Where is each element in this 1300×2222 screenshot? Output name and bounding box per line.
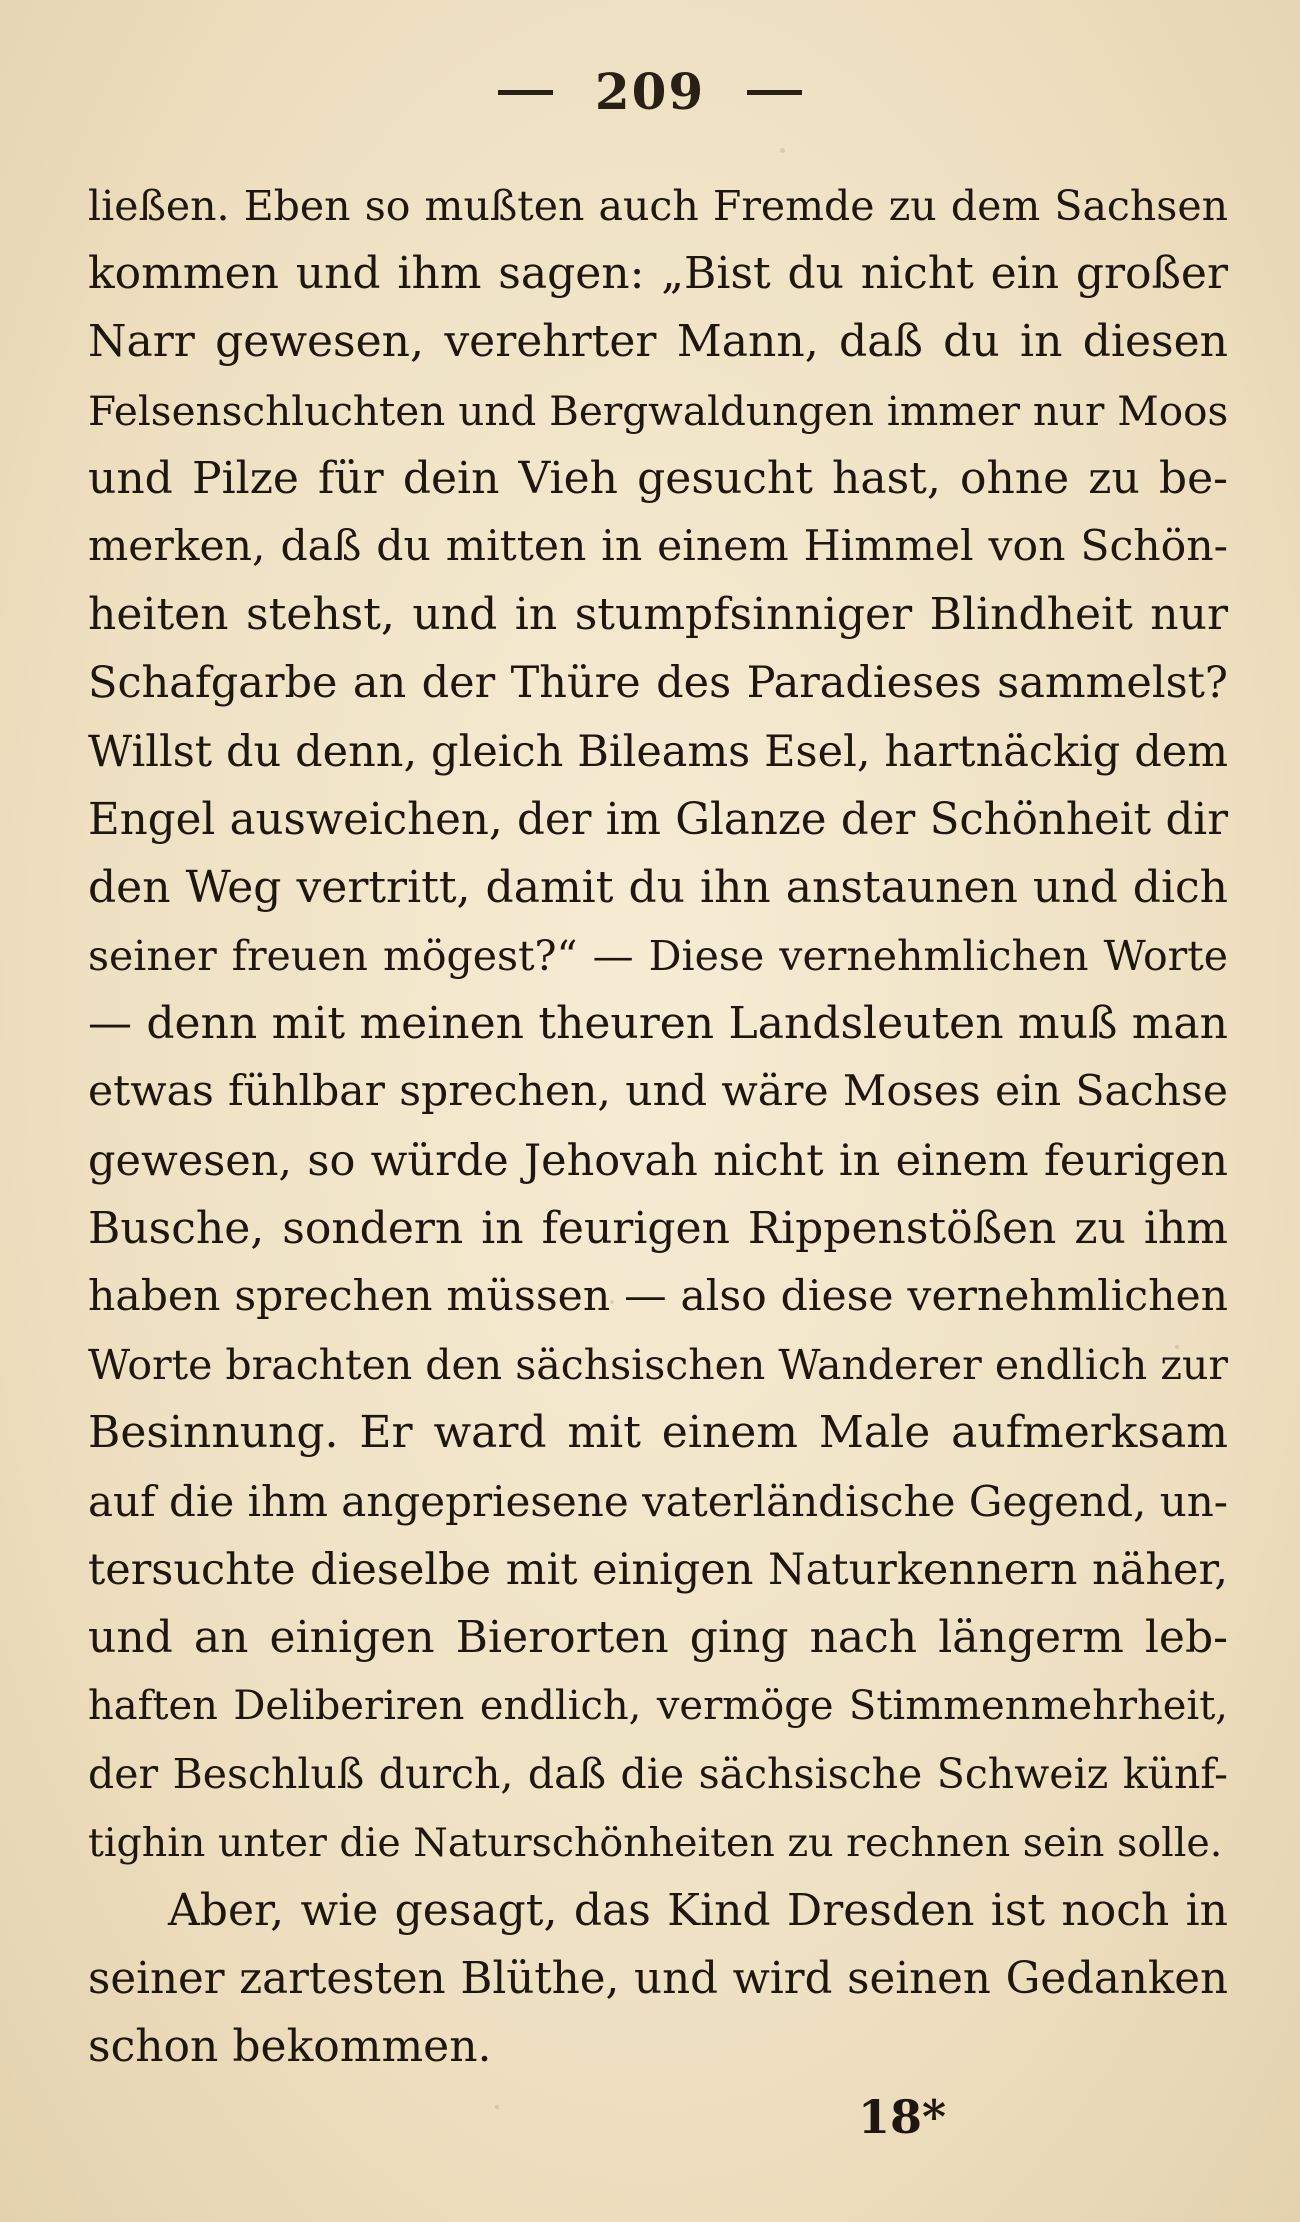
text-line: und Pilze für dein Vieh gesucht hast, ohne zu be- bbox=[88, 452, 1228, 504]
text-line: gewesen, so würde Jehovah nicht in einem feurigen bbox=[88, 1135, 1228, 1186]
text-line: merken, daß du mitten in einem Himmel von Schön- bbox=[88, 521, 1228, 571]
paper-speck bbox=[495, 2105, 499, 2109]
text-line: Narr gewesen, verehrter Mann, daß du in diesen bbox=[88, 316, 1228, 368]
text-line: Felsenschluchten und Bergwaldungen immer nur Moos bbox=[88, 386, 1229, 435]
text-line: — denn mit meinen theuren Landsleuten muß man bbox=[88, 998, 1228, 1050]
text-line: Schafgarbe an der Thüre des Paradieses sammelst? bbox=[88, 658, 1228, 709]
text-line: und an einigen Bierorten ging nach längerm leb- bbox=[88, 1611, 1228, 1663]
text-line: heiten stehst, und in stumpfsinniger Blindheit nur bbox=[88, 589, 1228, 641]
body-text bbox=[88, 172, 1228, 2081]
page-header bbox=[0, 62, 1300, 121]
text-line: Besinnung. Er ward mit einem Male aufmerksam bbox=[88, 1407, 1228, 1459]
text-line: Worte brachten den sächsischen Wanderer endlich zur bbox=[88, 1341, 1228, 1390]
text-line: kommen und ihm sagen: „Bist du nicht ein großer bbox=[88, 248, 1228, 300]
text-line: haften Deliberiren endlich, vermöge Stimmenmehrheit, bbox=[88, 1683, 1228, 1730]
text-line: haben sprechen müssen — also diese vernehmlichen bbox=[88, 1272, 1228, 1321]
text-line: Engel ausweichen, der im Glanze der Schönheit dir bbox=[88, 794, 1228, 845]
text-line: schon bekommen. bbox=[88, 2021, 492, 2073]
text-line: den Weg vertritt, damit du ihn anstaunen und dich bbox=[88, 861, 1228, 913]
text-line: der Beschluß durch, daß die sächsische Schweiz künf- bbox=[88, 1750, 1228, 1799]
text-line: tersuchte dieselbe mit einigen Naturkennern näher, bbox=[88, 1544, 1228, 1595]
text-line: auf die ihm angepriesene vaterländische Gegend, un- bbox=[88, 1476, 1228, 1526]
text-line: tighin unter die Naturschönheiten zu rechnen sein solle. bbox=[88, 1819, 1223, 1866]
header-dash-right bbox=[747, 90, 802, 95]
signature-mark: 18* bbox=[858, 2090, 947, 2144]
page-number: 209 bbox=[594, 62, 706, 121]
paper-speck bbox=[780, 148, 785, 153]
text-line: seiner freuen mögest?“ — Diese vernehmlichen Worte bbox=[88, 932, 1228, 981]
text-line: etwas fühlbar sprechen, und wäre Moses ein Sachse bbox=[88, 1067, 1228, 1117]
header-dash-left bbox=[498, 90, 553, 95]
text-line: seiner zartesten Blüthe, und wird seinen Gedanken bbox=[88, 1953, 1228, 2004]
text-line: Willst du denn, gleich Bileams Esel, hartnäckig dem bbox=[88, 726, 1228, 777]
text-line: ließen. Eben so mußten auch Fremde zu dem Sachsen bbox=[88, 182, 1228, 230]
text-line: Aber, wie gesagt, das Kind Dresden ist noch in bbox=[168, 1884, 1228, 1936]
text-line: Busche, sondern in feurigen Rippenstößen zu ihm bbox=[88, 1202, 1228, 1254]
